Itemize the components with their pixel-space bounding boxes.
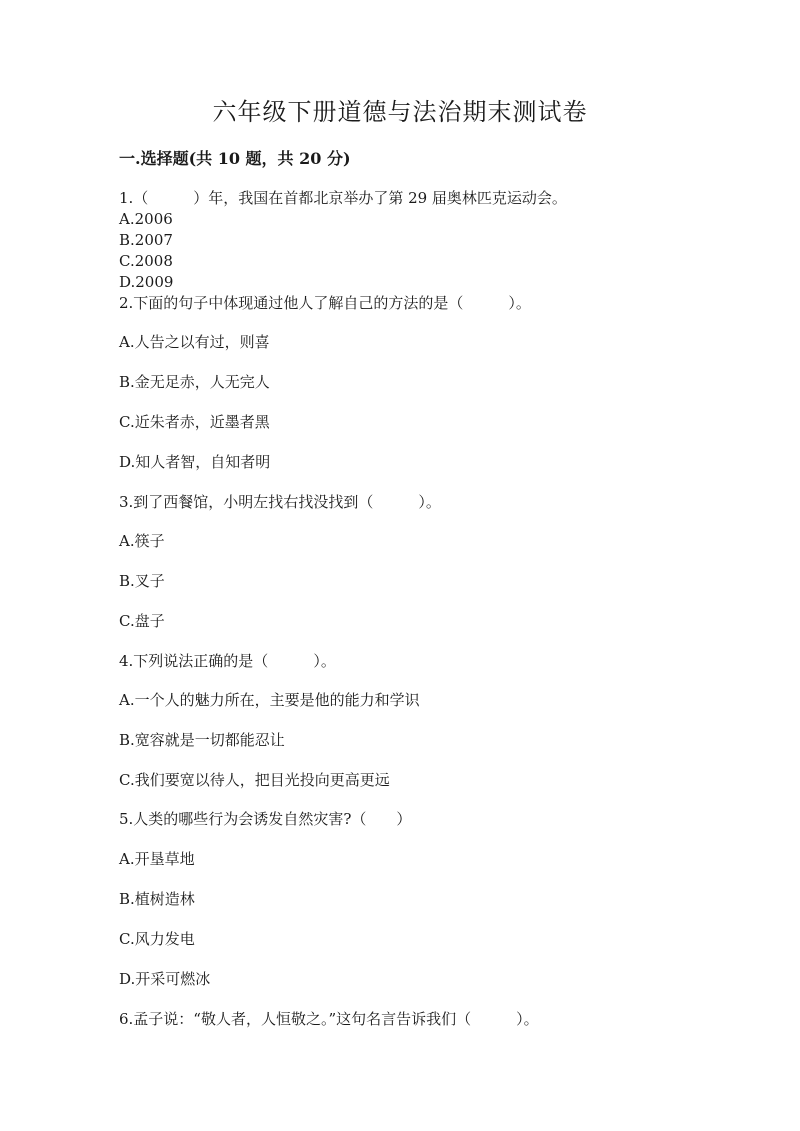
question-3: 3.到了西餐馆，小明左找右找没找到（ ）。 (119, 493, 441, 511)
option-3c: C.盘子 (119, 612, 165, 630)
option-2c: C.近朱者赤，近墨者黑 (119, 413, 270, 431)
option-2b: B.金无足赤，人无完人 (119, 373, 270, 391)
question-5: 5.人类的哪些行为会诱发自然灾害?（ ） (119, 810, 412, 828)
option-1a: A.2006 (119, 210, 173, 228)
option-5a: A.开垦草地 (119, 850, 195, 868)
section-heading: 一.选择题(共 10 题，共 20 分) (119, 149, 351, 168)
option-5d: D.开采可燃冰 (119, 970, 211, 988)
option-3a: A.筷子 (119, 532, 165, 550)
question-4: 4.下列说法正确的是（ ）。 (119, 652, 336, 670)
question-2: 2.下面的句子中体现通过他人了解自己的方法的是（ ）。 (119, 294, 531, 312)
question-1: 1.（ ）年，我国在首都北京举办了第 29 届奥林匹克运动会。 (119, 189, 567, 207)
option-2a: A.人告之以有过，则喜 (119, 333, 270, 351)
option-5c: C.风力发电 (119, 930, 195, 948)
option-5b: B.植树造林 (119, 890, 195, 908)
option-4b: B.宽容就是一切都能忍让 (119, 731, 285, 749)
option-1b: B.2007 (119, 231, 173, 249)
option-1c: C.2008 (119, 252, 173, 270)
option-2d: D.知人者智，自知者明 (119, 453, 271, 471)
option-1d: D.2009 (119, 273, 174, 291)
option-4c: C.我们要宽以待人，把目光投向更高更远 (119, 771, 390, 789)
question-6: 6.孟子说：“敬人者，人恒敬之。”这句名言告诉我们（ ）。 (119, 1010, 539, 1028)
option-4a: A.一个人的魅力所在，主要是他的能力和学识 (119, 691, 420, 709)
page-title: 六年级下册道德与法治期末测试卷 (212, 98, 588, 126)
option-3b: B.叉子 (119, 572, 165, 590)
